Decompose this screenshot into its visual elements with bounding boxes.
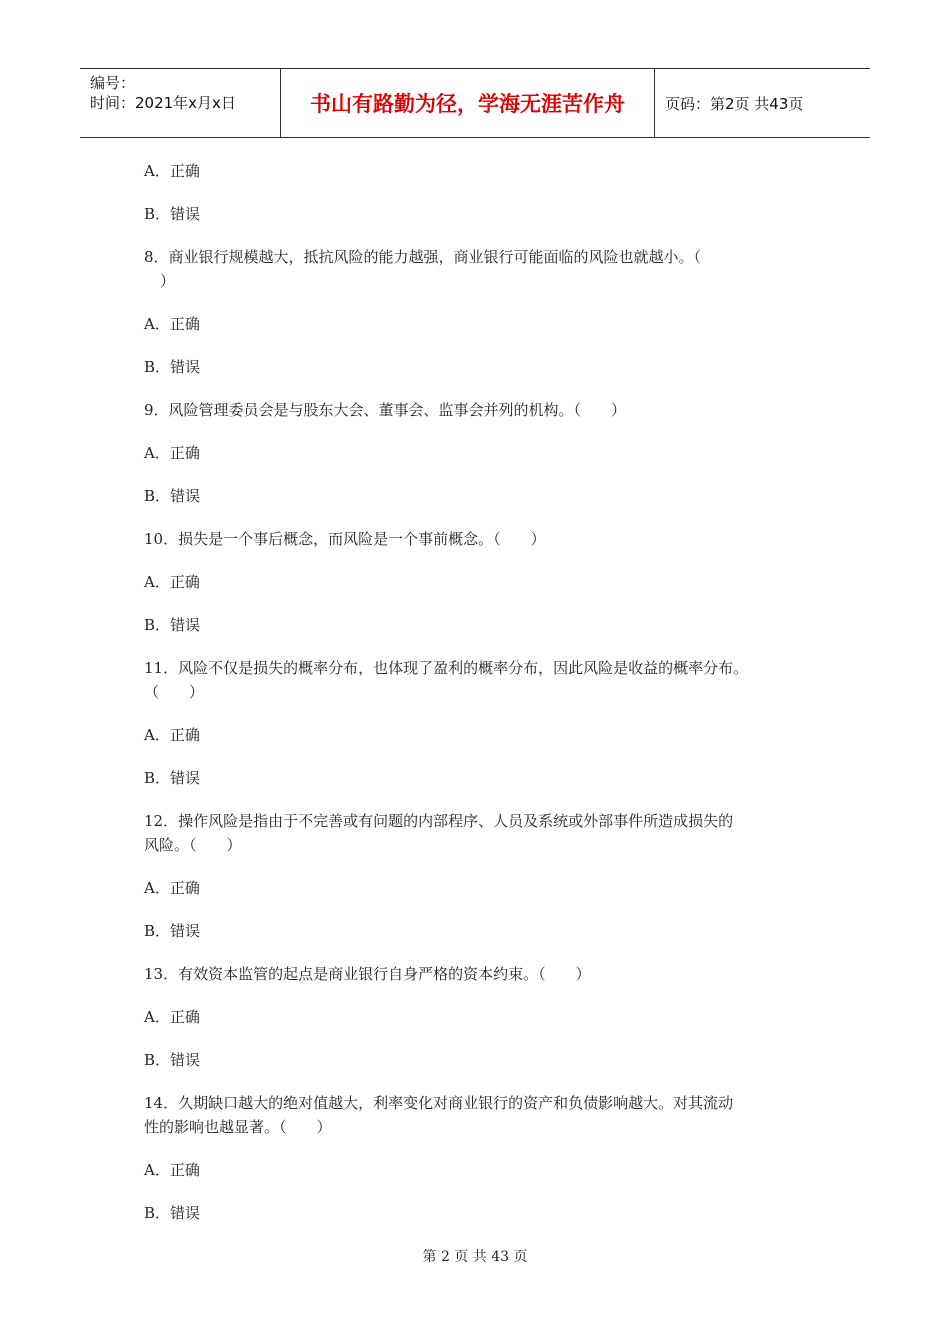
header-page-number: 页码：第2页 共43页 xyxy=(665,94,804,113)
question-10: 10．损失是一个事后概念，而风险是一个事前概念。（ ） xyxy=(144,530,546,548)
option-a-q7: A．正确 xyxy=(144,162,200,180)
option-b-q7: B．错误 xyxy=(144,205,201,223)
question-12-cont: 风险。（ ） xyxy=(144,836,242,854)
document-number-label: 编号： xyxy=(90,74,136,92)
question-8: 8．商业银行规模越大，抵抗风险的能力越强，商业银行可能面临的风险也就越小。（ xyxy=(144,248,702,266)
option-a-q11: A．正确 xyxy=(144,726,200,744)
question-13: 13．有效资本监管的起点是商业银行自身严格的资本约束。（ ） xyxy=(144,965,591,983)
question-9: 9．风险管理委员会是与股东大会、董事会、监事会并列的机构。（ ） xyxy=(144,401,627,419)
option-b-q12: B．错误 xyxy=(144,922,201,940)
option-b-q8: B．错误 xyxy=(144,358,201,376)
question-11: 11．风险不仅是损失的概率分布，也体现了盈利的概率分布，因此风险是收益的概率分布。 xyxy=(144,659,749,677)
question-14: 14．久期缺口越大的绝对值越大，利率变化对商业银行的资产和负债影响越大。对其流动 xyxy=(144,1094,734,1112)
option-a-q10: A．正确 xyxy=(144,573,200,591)
page-footer: 第 2 页 共 43 页 xyxy=(422,1249,528,1265)
header-meta-cell xyxy=(80,69,281,137)
question-8-cont: ） xyxy=(160,272,176,290)
option-b-q14: B．错误 xyxy=(144,1204,201,1222)
option-a-q9: A．正确 xyxy=(144,444,200,462)
page-header xyxy=(80,68,870,138)
option-b-q11: B．错误 xyxy=(144,769,201,787)
option-b-q13: B．错误 xyxy=(144,1051,201,1069)
option-b-q10: B．错误 xyxy=(144,616,201,634)
option-a-q14: A．正确 xyxy=(144,1161,200,1179)
option-b-q9: B．错误 xyxy=(144,487,201,505)
option-a-q8: A．正确 xyxy=(144,315,200,333)
header-motto: 书山有路勤为径，学海无涯苦作舟 xyxy=(281,69,655,137)
option-a-q12: A．正确 xyxy=(144,879,200,897)
question-11-cont: （ ） xyxy=(144,683,205,701)
option-a-q13: A．正确 xyxy=(144,1008,200,1026)
question-14-cont: 性的影响也越显著。（ ） xyxy=(144,1118,332,1136)
question-12: 12．操作风险是指由于不完善或有问题的内部程序、人员及系统或外部事件所造成损失的 xyxy=(144,812,734,830)
document-date-label: 时间：2021年x月x日 xyxy=(90,94,236,112)
